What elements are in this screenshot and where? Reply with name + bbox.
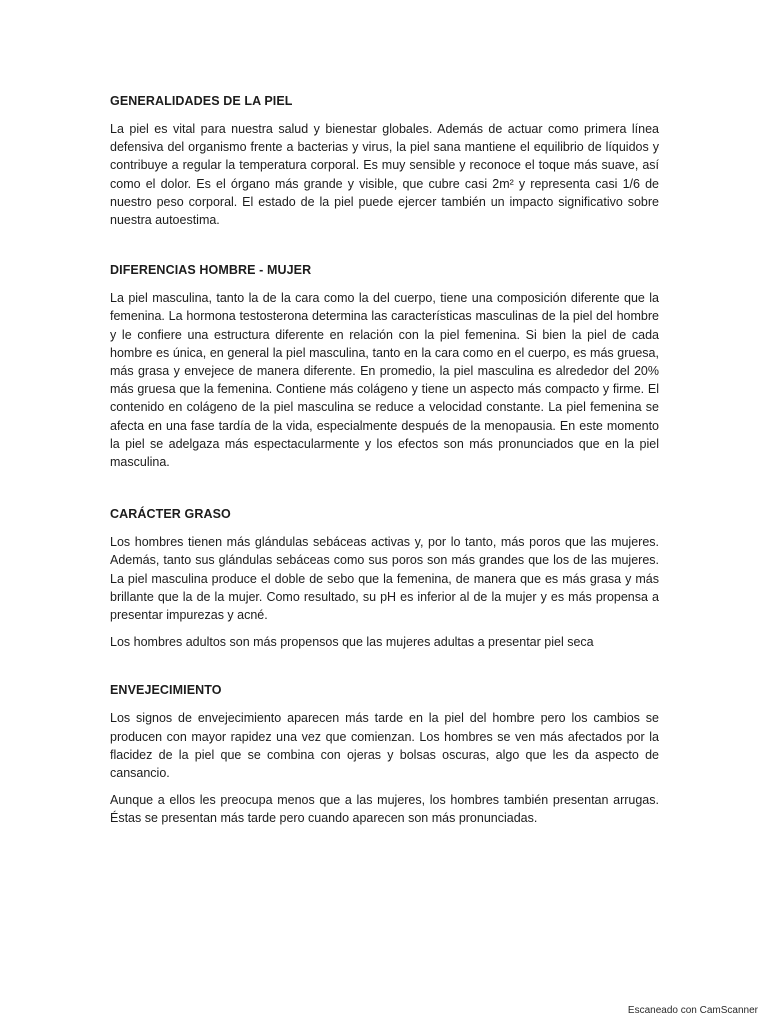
scanner-watermark: Escaneado con CamScanner xyxy=(627,1005,758,1016)
section-heading: GENERALIDADES DE LA PIEL xyxy=(110,94,293,108)
section-paragraph: Aunque a ellos les preocupa menos que a las mujeres, los hombres también presentan arrugas. Éstas se presentan más tarde pero cuando aparecen son más pronunciadas. xyxy=(110,793,659,826)
section-diferencias xyxy=(110,261,659,471)
section-heading: CARÁCTER GRASO xyxy=(110,507,231,522)
section-heading: DIFERENCIAS HOMBRE - MUJER xyxy=(110,263,312,278)
section-paragraph: La piel es vital para nuestra salud y bienestar globales. Además de actuar como primera línea defensiva del organismo frente a bacterias y virus, la piel sana mantiene el equilibrio de líquidos y contribuye a regular la temperatura corporal. Es muy sensible y reconoce el toque más suave, así como el dolor. Es el órgano más grande y visible, que cubre casi 2m² y representa casi 1/6 de nuestro peso corporal. El estado de la piel puede ejercer también un impacto significativo sobre nuestra autoestima. xyxy=(110,122,659,228)
document-page xyxy=(110,92,659,837)
section-caracter-graso xyxy=(110,505,659,651)
section-paragraph: La piel masculina, tanto la de la cara como la del cuerpo, tiene una composición diferente que la femenina. La hormona testosterona determina las características masculinas de la piel del hombre y le confiere una estructura diferente en relación con la piel femenina. Si bien la piel de cada hombre es única, en general la piel masculina, tanto en la cara como en el cuerpo, es más gruesa, más grasa y envejece de manera diferente. En promedio, la piel masculina es alrededor del 20% más gruesa que la femenina. Contiene más colágeno y tiene un aspecto más compacto y firme. El contenido en colágeno de la piel masculina se reduce a velocidad constante. La piel femenina se afecta en una fase tardía de la vida, especialmente después de la menopausia. En este momento la piel se adelgaza más espectacularmente y los efectos son más pronunciados que en la piel masculina. xyxy=(110,291,659,470)
section-paragraph: Los hombres adultos son más propensos que las mujeres adultas a presentar piel seca xyxy=(110,635,594,650)
section-envejecimiento xyxy=(110,681,659,827)
section-generalidades xyxy=(110,92,659,229)
section-paragraph: Los signos de envejecimiento aparecen más tarde en la piel del hombre pero los cambios se producen con mayor rapidez una vez que comienzan. Los hombres se ven más afectados por la flacidez de la piel que se combina con ojeras y bolsas oscuras, algo que les da aspecto de cansancio. xyxy=(110,711,659,781)
section-paragraph: Los hombres tienen más glándulas sebáceas activas y, por lo tanto, más poros que las mujeres. Además, tanto sus glándulas sebáceas como sus poros son más grandes que los de las mujeres. La piel masculina produce el doble de sebo que la femenina, de manera que es más grasa y más brillante que la de la mujer. Como resultado, su pH es inferior al de la mujer y es más propensa a presentar impurezas y acné. xyxy=(110,535,659,623)
section-heading: ENVEJECIMIENTO xyxy=(110,683,222,698)
